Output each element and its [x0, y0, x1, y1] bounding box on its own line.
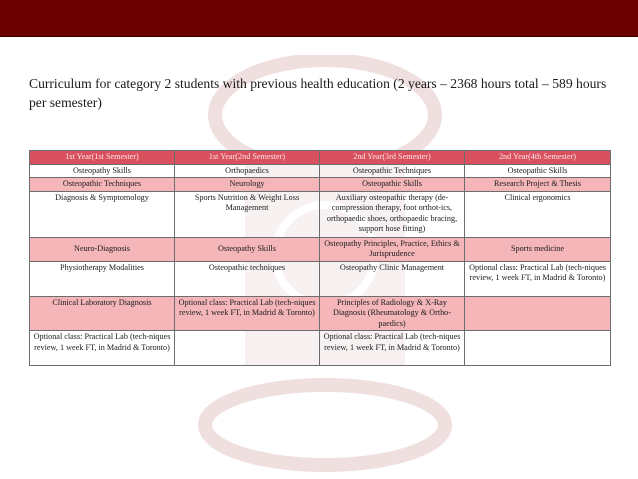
table-cell: Optional class: Practical Lab (tech-niques review, 1 week FT, in Madrid & Toronto)	[175, 296, 320, 331]
table-cell: Research Project & Thesis	[465, 178, 611, 192]
table-row	[30, 191, 611, 237]
table-cell: Orthopaedics	[175, 164, 320, 178]
table-row	[30, 331, 611, 366]
table-cell: Auxiliary osteopathic therapy (de-compression therapy, foot orthot-ics, orthopaedic shoes, orthopaedic bracing, support hose fitting)	[320, 191, 465, 237]
table-cell: Osteopathic Techniques	[30, 178, 175, 192]
table-cell: Optional class: Practical Lab (tech-niques review, 1 week FT, in Madrid & Toronto)	[30, 331, 175, 366]
table-cell: Osteopathic Skills	[465, 164, 611, 178]
table-row	[30, 296, 611, 331]
table-header-row	[30, 151, 611, 165]
table-cell: Osteopathy Skills	[175, 237, 320, 261]
header-semester-1: 1st Year(1st Semester)	[30, 151, 175, 165]
table-cell	[175, 331, 320, 366]
table-cell: Diagnosis & Symptomology	[30, 191, 175, 237]
table-cell: Osteopathy Principles, Practice, Ethics & Jurisprudence	[320, 237, 465, 261]
table-row	[30, 178, 611, 192]
table-row	[30, 164, 611, 178]
table-cell: Osteopathic techniques	[175, 261, 320, 296]
top-banner	[0, 0, 638, 37]
table-cell: Clinical ergonomics	[465, 191, 611, 237]
table-cell: Osteopathic Skills	[320, 178, 465, 192]
table-cell: Clinical Laboratory Diagnosis	[30, 296, 175, 331]
table-cell: Neurology	[175, 178, 320, 192]
header-semester-3: 2nd Year(3rd Semester)	[320, 151, 465, 165]
table-cell: Sports Nutrition & Weight Loss Management	[175, 191, 320, 237]
table-row	[30, 261, 611, 296]
table-cell	[465, 331, 611, 366]
curriculum-table	[29, 150, 611, 366]
table-cell: Sports medicine	[465, 237, 611, 261]
table-cell: Neuro-Diagnosis	[30, 237, 175, 261]
table-cell: Osteopathy Skills	[30, 164, 175, 178]
table-cell: Osteopathy Clinic Management	[320, 261, 465, 296]
table-cell	[465, 296, 611, 331]
table-cell: Optional class: Practical Lab (tech-niques review, 1 week FT, in Madrid & Toronto)	[465, 261, 611, 296]
table-cell: Osteopathic Techniques	[320, 164, 465, 178]
table-row	[30, 237, 611, 261]
header-semester-2: 1st Year(2nd Semester)	[175, 151, 320, 165]
table-cell: Principles of Radiology & X-Ray Diagnosis (Rheumatology & Ortho-paedics)	[320, 296, 465, 331]
curriculum-heading: Curriculum for category 2 students with previous health education (2 years – 2368 hours total – 589 hours per semester)	[29, 76, 607, 110]
table-cell: Optional class: Practical Lab (tech-niques review, 1 week FT, in Madrid & Toronto)	[320, 331, 465, 366]
table-cell: Physiotherapy Modalities	[30, 261, 175, 296]
header-semester-4: 2nd Year(4th Semester)	[465, 151, 611, 165]
